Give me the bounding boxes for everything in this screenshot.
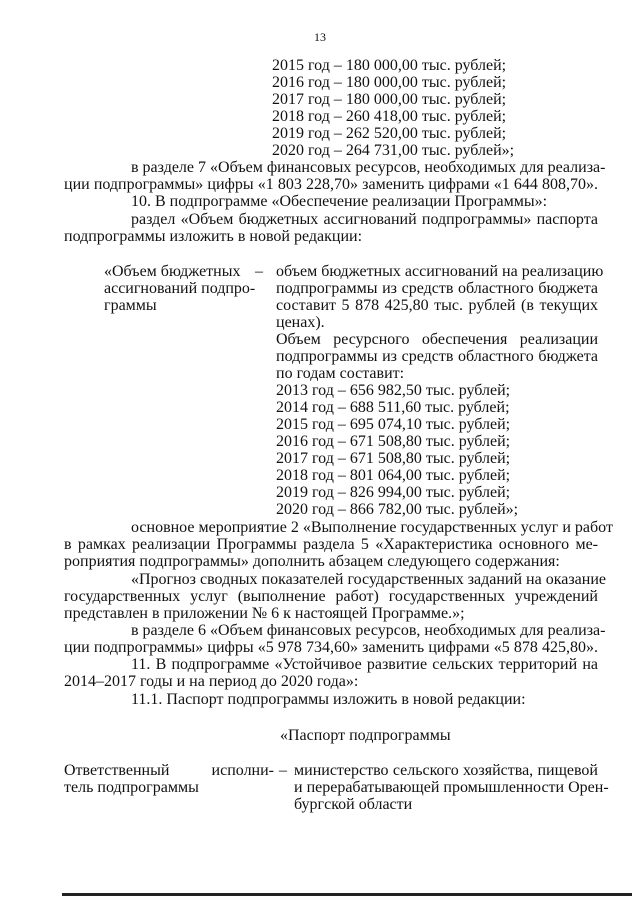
top-year-list <box>272 57 515 159</box>
list-item: 2017 год – 180 000,00 тыс. рублей; <box>272 91 507 108</box>
item-11-1: 11.1. Паспорт подпрограммы изложить в новой редакции: <box>131 691 526 708</box>
responsible-value-line: министерство сельского хозяйства, пищевой <box>294 762 598 779</box>
budget-line: ценах). <box>276 314 325 331</box>
section6-line2: ции подпрограммы» цифры «5 978 734,60» заменить цифрами «5 878 425,80». <box>64 639 598 656</box>
budget-year-line: 2016 год – 671 508,80 тыс. рублей; <box>276 433 511 450</box>
budget-line: по годам составит: <box>276 365 405 382</box>
item-11-line1: 11. В подпрограмме «Устойчивое развитие сельских территорий на <box>131 656 598 673</box>
passport-intro-line1: раздел «Объем бюджетных ассигнований подпрограммы» паспорта <box>131 211 598 228</box>
main-event-line1: основное мероприятие 2 «Выполнение государственных услуг и работ <box>131 519 613 536</box>
forecast-line1: «Прогноз сводных показателей государственных заданий на оказание <box>131 571 606 588</box>
responsible-dash: – <box>279 762 287 779</box>
section7-line2: ции подпрограммы» цифры «1 803 228,70» заменить цифрами «1 644 808,70». <box>64 176 598 193</box>
list-item: 2018 год – 260 418,00 тыс. рублей; <box>272 108 507 125</box>
passport-intro-line2: подпрограммы изложить в новой редакции: <box>64 228 363 245</box>
bottom-rule <box>62 893 632 896</box>
budget-line: Объем ресурсного обеспечения реализации <box>276 331 598 348</box>
budget-line: подпрограммы из средств областного бюджета <box>276 280 598 297</box>
responsible-value-line: бургской области <box>294 796 413 813</box>
budget-year-line: 2013 год – 656 982,50 тыс. рублей; <box>276 382 511 399</box>
list-item: 2015 год – 180 000,00 тыс. рублей; <box>272 57 507 74</box>
list-item: 2016 год – 180 000,00 тыс. рублей; <box>272 74 507 91</box>
list-item: 2019 год – 262 520,00 тыс. рублей; <box>272 125 507 142</box>
budget-year-line: 2019 год – 826 994,00 тыс. рублей; <box>276 484 511 501</box>
budget-year-line: 2014 год – 688 511,60 тыс. рублей; <box>276 399 510 416</box>
budget-dash: – <box>255 263 263 280</box>
item-11-line2: 2014–2017 годы и на период до 2020 года»: <box>64 673 359 690</box>
responsible-label-line: Ответственный исполни- <box>64 762 274 779</box>
budget-year-line: 2017 год – 671 508,80 тыс. рублей; <box>276 450 511 467</box>
item-10: 10. В подпрограмме «Обеспечение реализации Программы»: <box>131 193 548 210</box>
responsible-label-line: тель подпрограммы <box>64 779 199 796</box>
main-event-line2: в рамках реализации Программы раздела 5 «Характеристика основного ме- <box>64 536 598 553</box>
budget-line: объем бюджетных ассигнований на реализацию <box>276 263 604 280</box>
passport-title: «Паспорт подпрограммы <box>280 727 451 744</box>
responsible-value-line: и перерабатывающей промышленности Орен- <box>294 779 609 796</box>
budget-label-line: граммы <box>104 297 157 314</box>
budget-year-line: 2015 год – 695 074,10 тыс. рублей; <box>276 416 511 433</box>
forecast-line2: государственных услуг (выполнение работ) государственных учреждений <box>64 588 598 605</box>
budget-details <box>276 263 604 518</box>
forecast-line3: представлен в приложении № 6 к настоящей Программе.»; <box>64 605 465 622</box>
section6-line1: в разделе 6 «Объем финансовых ресурсов, необходимых для реализа- <box>131 622 606 639</box>
section7-line1: в разделе 7 «Объем финансовых ресурсов, необходимых для реализа- <box>131 159 606 176</box>
budget-year-line: 2018 год – 801 064,00 тыс. рублей; <box>276 467 511 484</box>
budget-line: составит 5 878 425,80 тыс. рублей (в текущих <box>276 297 598 314</box>
budget-line: подпрограммы из средств областного бюджета <box>276 348 598 365</box>
budget-label-line: «Объем бюджетных <box>104 263 241 280</box>
main-event-line3: роприятия подпрограммы» дополнить абзацем следующего содержания: <box>64 553 560 570</box>
budget-year-line: 2020 год – 866 782,00 тыс. рублей»; <box>276 501 519 518</box>
page-number: 13 <box>314 30 326 44</box>
budget-label-line: ассигнований подпро- <box>104 280 256 297</box>
list-item: 2020 год – 264 731,00 тыс. рублей»; <box>272 142 515 159</box>
